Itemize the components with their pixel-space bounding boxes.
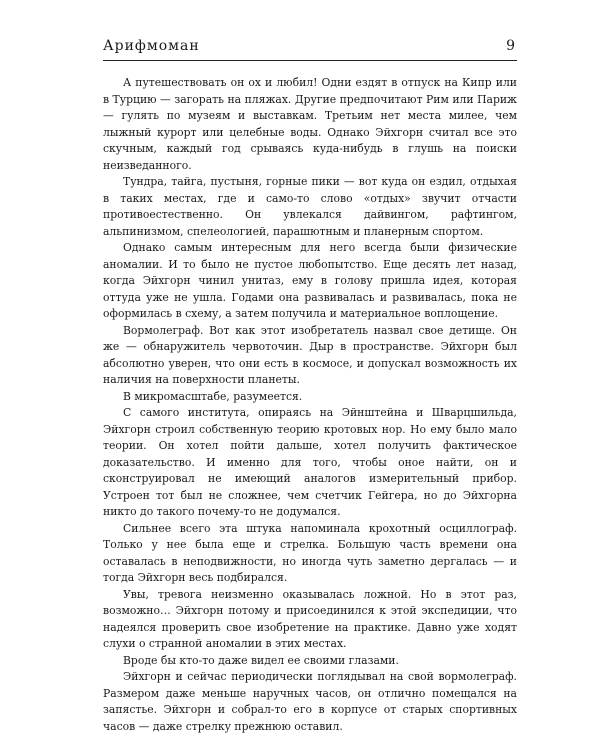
paragraph: Однако самым интересным для него всегда были физические аномалии. И то было не пустое любопытство. Еще десять лет назад, когда Эйхгорн чинил унитаз, ему в голову пришла идея, которая оттуда уже не ушла. Годами она развивалась и развивалась, пока не оформилась в схему, а затем получила и материальное воплощение. <box>103 241 517 320</box>
paragraph: С самого института, опираясь на Эйнштейна и Шварцшильда, Эйхгорн строил собственную теорию кротовых нор. Но ему было мало теории. Он хотел пойти дальше, хотел получить фактическое доказательство. И именно для того, чтобы оное найти, он и сконструировал не имеющий аналогов измерительный прибор. Устроен тот был не сложнее, чем счетчик Гейгера, но до Эйхгорна никто до такого почему-то не додумался. <box>103 406 517 518</box>
paragraph: Вроде бы кто-то даже видел ее своими глазами. <box>123 653 399 667</box>
page-header <box>103 38 517 60</box>
paragraph: А путешествовать он ох и любил! Одни ездят в отпуск на Кипр или в Турцию — загорать на пляжах. Другие предпочитают Рим или Париж — гулять по музеям и выставкам. Третьим нет места милее, чем лыжный курорт или целебные воды. Однако Эйхгорн считал все это скучным, каждый год срываясь куда-нибудь в глушь на поиски неизведанного. <box>103 76 517 172</box>
paragraph: В микромасштабе, разумеется. <box>123 389 303 403</box>
paragraph: Тундра, тайга, пустыня, горные пики — вот куда он ездил, отдыхая в таких местах, где и само-то слово «отдых» звучит отчасти противоестественно. Он увлекался дайвингом, рафтингом, альпинизмом, спелеологией, парашютным и планерным спортом. <box>103 175 517 238</box>
paragraph: Эйхгорн и сейчас периодически поглядывал на свой вормолеграф. Размером даже меньше наручных часов, он отлично помещался на запястье. Эйхгорн и собрал-то его в корпусе от старых спортивных часов — даже стрелку прежнюю оставил. <box>103 670 517 733</box>
body-text <box>103 75 517 735</box>
header-rule <box>103 60 517 61</box>
page-number: 9 <box>506 38 515 54</box>
running-title: Арифмоман <box>103 38 200 54</box>
paragraph: Увы, тревога неизменно оказывалась ложной. Но в этот раз, возможно… Эйхгорн потому и присоединился к этой экспедиции, что надеялся проверить свое изобретение на практике. Давно уже ходят слухи о странной аномалии в этих местах. <box>103 587 517 650</box>
paragraph: Сильнее всего эта штука напоминала крохотный осциллограф. Только у нее была еще и стрелка. Большую часть времени она оставалась в неподвижности, но иногда чуть заметно дергалась — и тогда Эйхгорн весь подбирался. <box>103 521 517 584</box>
paragraph: Вормолеграф. Вот как этот изобретатель назвал свое детище. Он же — обнаружитель червоточин. Дыр в пространстве. Эйхгорн был абсолютно уверен, что они есть в космосе, и допускал возможность их наличия на поверхности планеты. <box>103 323 517 386</box>
